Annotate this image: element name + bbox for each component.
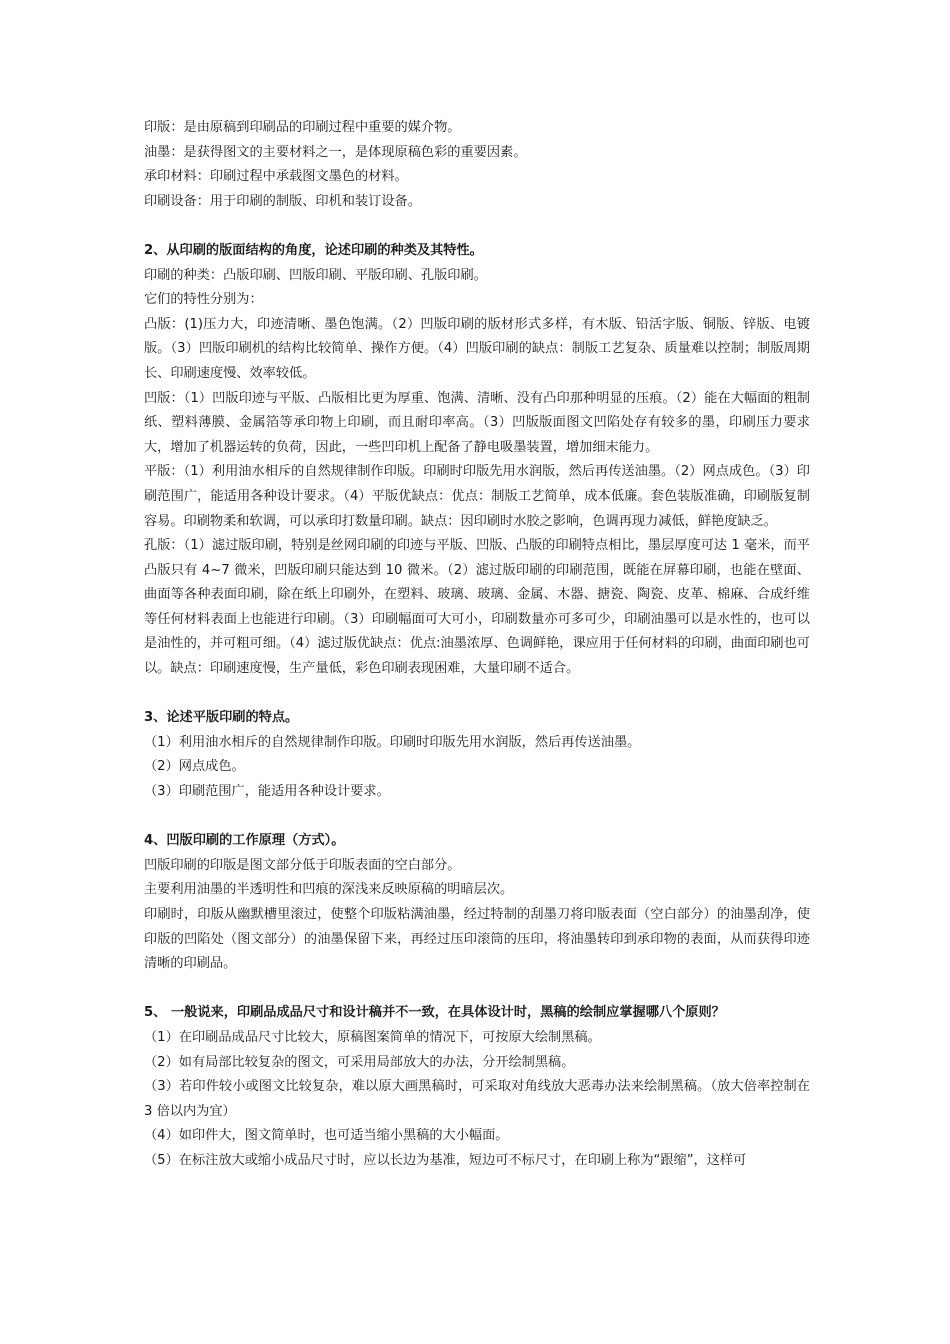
section-2-types: 印刷的种类：凸版印刷、凹版印刷、平版印刷、孔版印刷。 [144, 267, 487, 283]
section-4-heading: 4、凹版印刷的工作原理（方式）。 [144, 833, 345, 849]
section-3-item: （3）印刷范围广，能适用各种设计要求。 [144, 784, 390, 800]
section-3-item: （2）网点成色。 [144, 759, 245, 775]
intro-item-equipment: 印刷设备：用于印刷的制版、印机和装订设备。 [144, 193, 421, 209]
spacer [144, 682, 810, 707]
section-5-item: （3）若印件较小或图文比较复杂，难以原大画黑稿时，可采取对角线放大恶毒办法来绘制黑稿。（放大倍率控制在 3 倍以内为宜） [144, 1079, 810, 1119]
section-5-item: （4）如印件大，图文简单时，也可适当缩小黑稿的大小幅面。 [144, 1128, 509, 1144]
section-4-item: 印刷时，印版从幽默槽里滚过，使整个印版粘满油墨，经过特制的刮墨刀将印版表面（空白部分）的油墨刮净，使印版的凹陷处（图文部分）的油墨保留下来，再经过压印滚筒的压印，将油墨转印到承印物的表面，从而获得印迹清晰的印刷品。 [144, 907, 810, 972]
section-5-item: （5）在标注放大或缩小成品尺寸时，应以长边为基准，短边可不标尺寸，在印刷上称为“跟缩”，这样可 [144, 1152, 747, 1168]
spacer [144, 805, 810, 830]
section-5-item: （1）在印刷品成品尺寸比较大，原稿图案简单的情况下，可按原大绘制黑稿。 [144, 1029, 601, 1045]
section-5-item: （2）如有局部比较复杂的图文，可采用局部放大的办法，分开绘制黑稿。 [144, 1054, 575, 1070]
section-3-item: （1）利用油水相斥的自然规律制作印版。印刷时印版先用水润版，然后再传送油墨。 [144, 734, 641, 750]
section-2-gravure: 凹版：（1）凹版印迹与平版、凸版相比更为厚重、饱满、清晰、没有凸印那种明显的压痕。（2）能在大幅面的粗制纸、塑料薄膜、金属箔等承印物上印刷，而且耐印率高。（3）凹版版面图文凹陷处存有较多的墨，印刷压力要求大，增加了机器运转的负荷，因此，一些凹印机上配备了静电吸墨装置，增加细末能力。 [144, 390, 810, 455]
section-4-item: 主要利用油墨的半透明性和凹痕的深浅来反映原稿的明暗层次。 [144, 882, 514, 898]
intro-item-plate: 印版：是由原稿到印刷品的印刷过程中重要的媒介物。 [144, 120, 461, 135]
spacer [144, 977, 810, 1002]
spacer [144, 214, 810, 239]
document-page [144, 116, 810, 1174]
section-2-letterpress: 凸版：(1)压力大，印迹清晰、墨色饱满。（2）凹版印刷的版材形式多样，有木版、铅活字版、铜版、锌版、电镀版。（3）凹版印刷机的结构比较简单、操作方便。（4）凹版印刷的缺点：制版工艺复杂、质量难以控制；制版周期长、印刷速度慢、效率较低。 [144, 316, 810, 381]
section-2-offset: 平版：（1）利用油水相斥的自然规律制作印版。印刷时印版先用水润版，然后再传送油墨。（2）网点成色。（3）印刷范围广，能适用各种设计要求。（4）平版优缺点：优点：制版工艺简单，成本低廉。套色装版准确，印刷版复制容易。印刷物柔和软调，可以承印打数量印刷。缺点：因印刷时水胶之影响，色调再现力减低，鲜艳度缺乏。 [144, 464, 810, 529]
intro-item-substrate: 承印材料：印刷过程中承载图文墨色的材料。 [144, 169, 408, 185]
section-2-intro: 它们的特性分别为： [144, 292, 263, 308]
section-2-heading: 2、从印刷的版面结构的角度，论述印刷的种类及其特性。 [144, 242, 483, 258]
section-2-stencil: 孔版：（1）滤过版印刷，特别是丝网印刷的印迹与平版、凹版、凸版的印刷特点相比，墨层厚度可达 1 毫米，而平凸版只有 4~7 微米，凹版印刷只能达到 10 微米。（2）滤过版印刷的印刷范围，既能在屏幕印刷，也能在壁面、曲面等各种表面印刷，除在纸上印刷外，在塑料、玻璃、玻璃、金属、木器、搪瓷、陶瓷、皮革、棉麻、合成纤维等任何材料表面上也能进行印刷。（3）印刷幅面可大可小，印刷数量亦可多可少，印刷油墨可以是水性的，也可以是油性的，并可粗可细。（4）滤过版优缺点：优点:油墨浓厚、色调鲜艳，课应用于任何材料的印刷，曲面印刷也可以。缺点：印刷速度慢，生产量低，彩色印刷表现困难，大量印刷不适合。 [144, 538, 810, 677]
section-5-heading: 5、 一般说来，印刷品成品尺寸和设计稿并不一致，在具体设计时，黑稿的绘制应掌握哪八个原则？ [144, 1005, 725, 1021]
section-3-heading: 3、论述平版印刷的特点。 [144, 710, 299, 726]
section-4-item: 凹版印刷的印版是图文部分低于印版表面的空白部分。 [144, 857, 461, 873]
intro-item-ink: 油墨：是获得图文的主要材料之一，是体现原稿色彩的重要因素。 [144, 144, 527, 160]
